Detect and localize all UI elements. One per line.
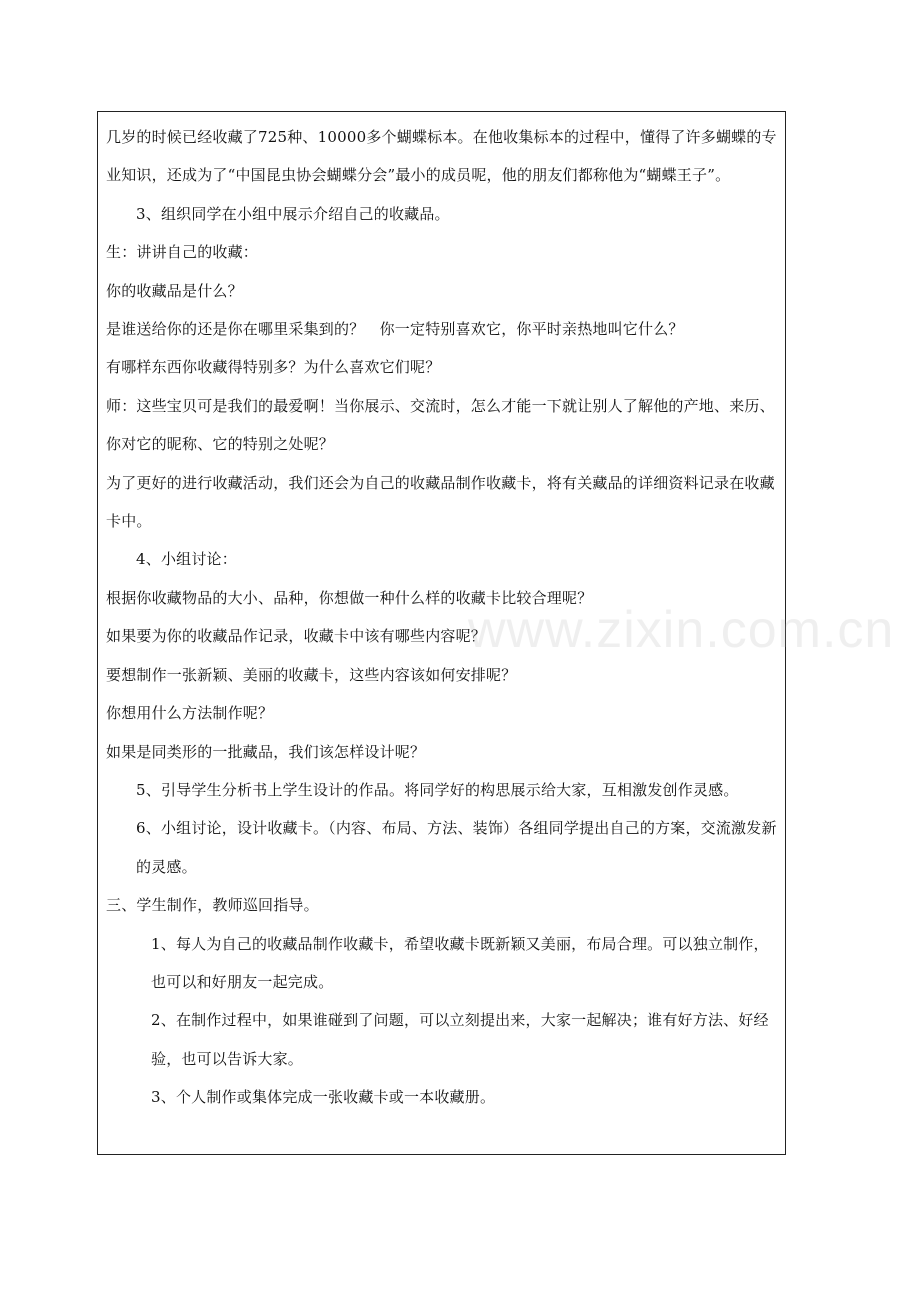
watermark: www.zixin.com.cn	[468, 601, 895, 659]
question-most-collected: 有哪样东西你收藏得特别多？为什么喜欢它们呢？	[106, 358, 441, 377]
paragraph-step-4: 4、小组讨论：	[136, 550, 237, 569]
question-source: 是谁送给你的还是你在哪里采集到的？ 你一定特别喜欢它，你平时亲热地叫它什么？	[106, 320, 684, 339]
paragraph-make-3: 3、个人制作或集体完成一张收藏卡或一本收藏册。	[151, 1088, 496, 1107]
paragraph-butterfly-story: 几岁的时候已经收藏了725种、10000多个蝴蝶标本。在他收集标本的过程中，懂得了许多蝴蝶的专业知识，还成为了“中国昆虫协会蝴蝶分会”最小的成员呢，他的朋友们都称他为“蝴蝶王子”。	[106, 128, 777, 185]
paragraph-make-1: 1、每人为自己的收藏品制作收藏卡，希望收藏卡既新颖又美丽，布局合理。可以独立制作，也可以和好朋友一起完成。	[151, 934, 769, 991]
paragraph-step-3: 3、组织同学在小组中展示介绍自己的收藏品。	[136, 204, 450, 223]
paragraph-collection-card: 为了更好的进行收藏活动，我们还会为自己的收藏品制作收藏卡，将有关藏品的详细资料记录在收藏卡中。	[106, 473, 775, 531]
lesson-plan-table-cell	[97, 111, 786, 1155]
paragraph-step-5: 5、引导学生分析书上学生设计的作品。将同学好的构思展示给大家，互相激发创作灵感。	[136, 780, 739, 799]
question-card-content: 如果要为你的收藏品作记录，收藏卡中该有哪些内容呢？	[106, 627, 487, 646]
question-card-layout: 要想制作一张新颖、美丽的收藏卡，这些内容该如何安排呢？	[106, 665, 517, 684]
question-what-item: 你的收藏品是什么？	[106, 281, 243, 300]
question-batch-design: 如果是同类形的一批藏品，我们该怎样设计呢？	[106, 742, 426, 761]
lesson-text	[106, 118, 777, 1117]
question-card-type: 根据你收藏物品的大小、品种，你想做一种什么样的收藏卡比较合理呢？	[106, 588, 593, 607]
paragraph-teacher: 师：这些宝贝可是我们的最爱啊！当你展示、交流时，怎么才能一下就让别人了解他的产地、来历、你对它的昵称、它的特别之处呢？	[106, 396, 775, 454]
paragraph-step-6: 6、小组讨论，设计收藏卡。（内容、布局、方法、装饰）各组同学提出自己的方案，交流激发新的灵感。	[136, 819, 777, 876]
section-heading-3: 三、学生制作，教师巡回指导。	[106, 896, 319, 915]
paragraph-student-intro: 生：讲讲自己的收藏：	[106, 243, 259, 262]
paragraph-make-2: 2、在制作过程中，如果谁碰到了问题，可以立刻提出来，大家一起解决；谁有好方法、好经验，也可以告诉大家。	[151, 1011, 769, 1068]
question-method: 你想用什么方法制作呢？	[106, 704, 274, 723]
